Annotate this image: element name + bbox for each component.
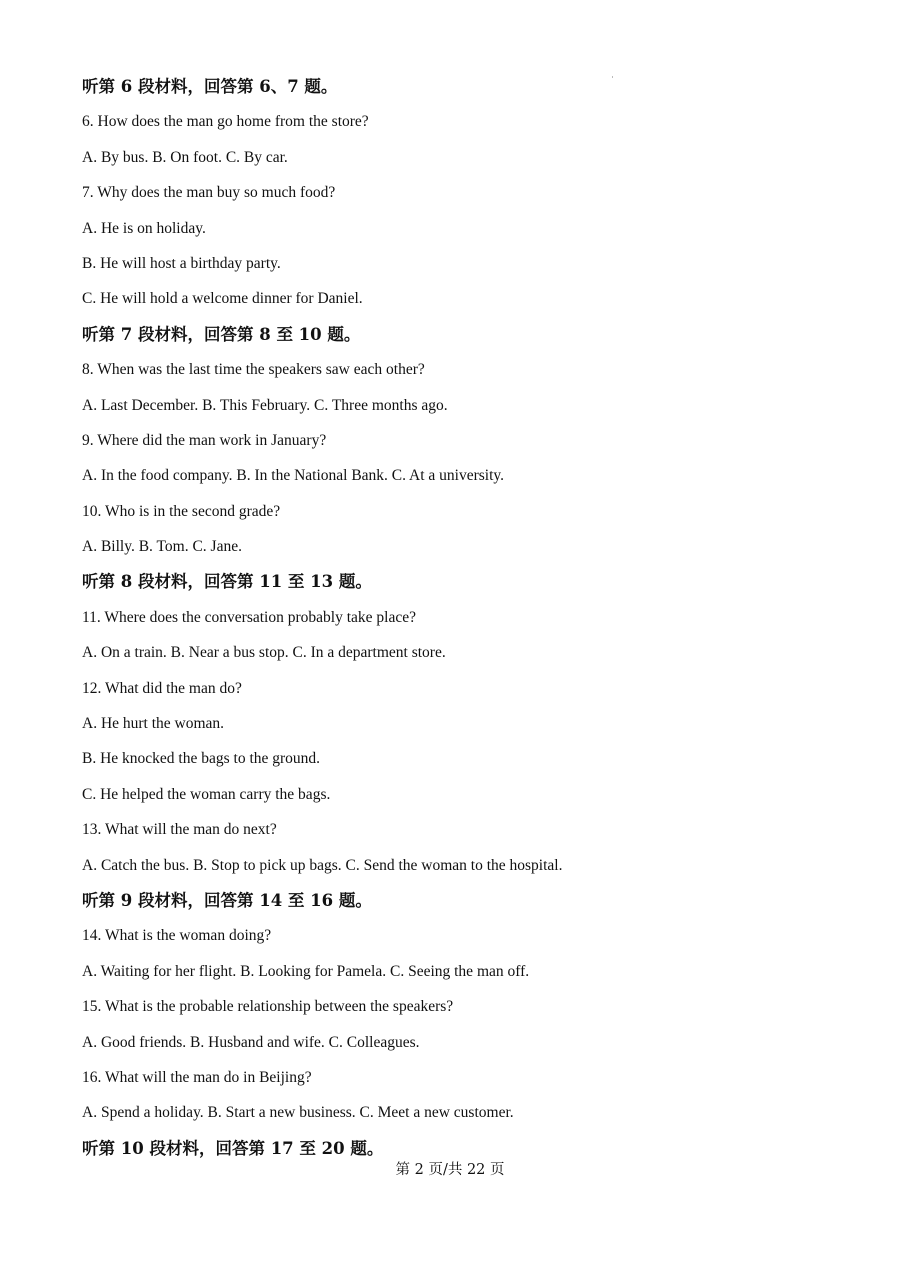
answer-options: A. Billy. B. Tom. C. Jane. [82, 538, 242, 556]
question-text: 11. Where does the conversation probably take place? [82, 608, 416, 626]
answer-options: A. He is on holiday. [82, 219, 206, 237]
answer-options: A. Waiting for her flight. B. Looking for Pamela. C. Seeing the man off. [82, 962, 530, 980]
answer-options: A. He hurt the woman. [82, 715, 225, 733]
question-text: 8. When was the last time the speakers saw each other? [82, 361, 425, 379]
question-text: 7. Why does the man buy so much food? [82, 184, 336, 202]
answer-options: A. Catch the bus. B. Stop to pick up bags. C. Send the woman to the hospital. [82, 856, 563, 874]
question-list [82, 72, 842, 1169]
question-text: 12. What did the man do? [82, 679, 242, 697]
question-text: 10. Who is in the second grade? [82, 502, 281, 520]
answer-options: A. Last December. B. This February. C. Three months ago. [82, 396, 448, 414]
section-heading: 听第 9 段材料，回答第 14 至 16 题。 [82, 890, 372, 910]
question-text: 6. How does the man go home from the store? [82, 113, 369, 131]
answer-options: A. Spend a holiday. B. Start a new business. C. Meet a new customer. [82, 1104, 514, 1122]
answer-options: A. In the food company. B. In the National Bank. C. At a university. [82, 467, 505, 485]
answer-options: A. On a train. B. Near a bus stop. C. In a department store. [82, 644, 446, 662]
question-text: 15. What is the probable relationship between the speakers? [82, 998, 454, 1016]
answer-options: B. He knocked the bags to the ground. [82, 750, 321, 768]
section-heading: 听第 7 段材料，回答第 8 至 10 题。 [82, 324, 361, 344]
question-text: 13. What will the man do next? [82, 821, 277, 839]
section-heading: 听第 10 段材料，回答第 17 至 20 题。 [82, 1138, 384, 1158]
question-text: 14. What is the woman doing? [82, 927, 272, 945]
answer-options: A. By bus. B. On foot. C. By car. [82, 148, 288, 166]
section-heading: 听第 6 段材料，回答第 6、7 题。 [82, 77, 338, 96]
page-footer: 第 2 页/共 22 页 [395, 1162, 505, 1178]
answer-options: C. He helped the woman carry the bags. [82, 785, 331, 803]
section-heading: 听第 8 段材料，回答第 11 至 13 题。 [82, 572, 372, 592]
question-text: 16. What will the man do in Beijing? [82, 1068, 312, 1086]
answer-options: C. He will hold a welcome dinner for Daniel. [82, 290, 363, 308]
answer-options: A. Good friends. B. Husband and wife. C. Colleagues. [82, 1033, 420, 1051]
answer-options: B. He will host a birthday party. [82, 254, 281, 272]
question-text: 9. Where did the man work in January? [82, 431, 327, 449]
